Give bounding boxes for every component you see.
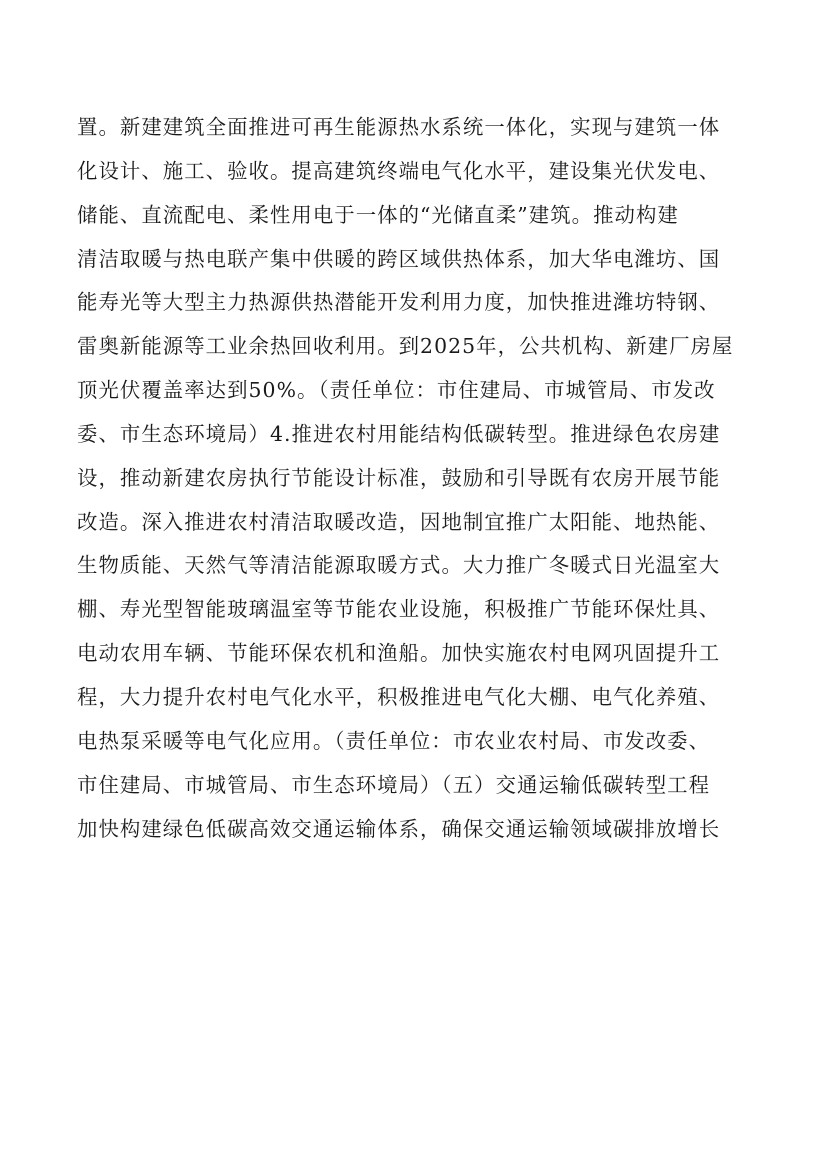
text-line: 电动农用车辆、节能环保农机和渔船。加快实施农村电网巩固提升工 bbox=[77, 641, 721, 666]
text-line: 能寿光等大型主力热源供热潜能开发利用力度，加快推进潍坊特钢、 bbox=[77, 290, 721, 315]
text-line: 化设计、施工、验收。提高建筑终端电气化水平，建设集光伏发电、 bbox=[77, 158, 721, 183]
text-line: 设，推动新建农房执行节能设计标准，鼓励和引导既有农房开展节能 bbox=[77, 465, 721, 490]
text-line: 程，大力提升农村电气化水平，积极推进电气化大棚、电气化养殖、 bbox=[77, 684, 721, 709]
text-line: 市住建局、市城管局、市生态环境局）（五）交通运输低碳转型工程 bbox=[77, 772, 711, 797]
body-paragraph bbox=[77, 106, 757, 851]
text-line: 置。新建建筑全面推进可再生能源热水系统一体化，实现与建筑一体 bbox=[77, 115, 721, 139]
text-line: 清洁取暖与热电联产集中供暖的跨区域供热体系，加大华电潍坊、国 bbox=[77, 246, 721, 271]
text-line: 改造。深入推进农村清洁取暖改造，因地制宜推广太阳能、地热能、 bbox=[77, 509, 721, 534]
text-line: 雷奥新能源等工业余热回收利用。到2025年，公共机构、新建厂房屋 bbox=[77, 334, 734, 359]
text-line: 电热泵采暖等电气化应用。（责任单位：市农业农村局、市发改委、 bbox=[77, 728, 711, 753]
text-line: 顶光伏覆盖率达到50%。（责任单位：市住建局、市城管局、市发改 bbox=[77, 378, 716, 403]
text-line: 储能、直流配电、柔性用电于一体的“光储直柔”建筑。推动构建 bbox=[77, 202, 679, 227]
text-line: 加快构建绿色低碳高效交通运输体系，确保交通运输领域碳排放增长 bbox=[77, 816, 721, 841]
text-line: 生物质能、天然气等清洁能源取暖方式。大力推广冬暖式日光温室大 bbox=[77, 553, 721, 578]
text-line: 棚、寿光型智能玻璃温室等节能农业设施，积极推广节能环保灶具、 bbox=[77, 597, 721, 622]
text-line: 委、市生态环境局）4.推进农村用能结构低碳转型。推进绿色农房建 bbox=[77, 421, 721, 446]
